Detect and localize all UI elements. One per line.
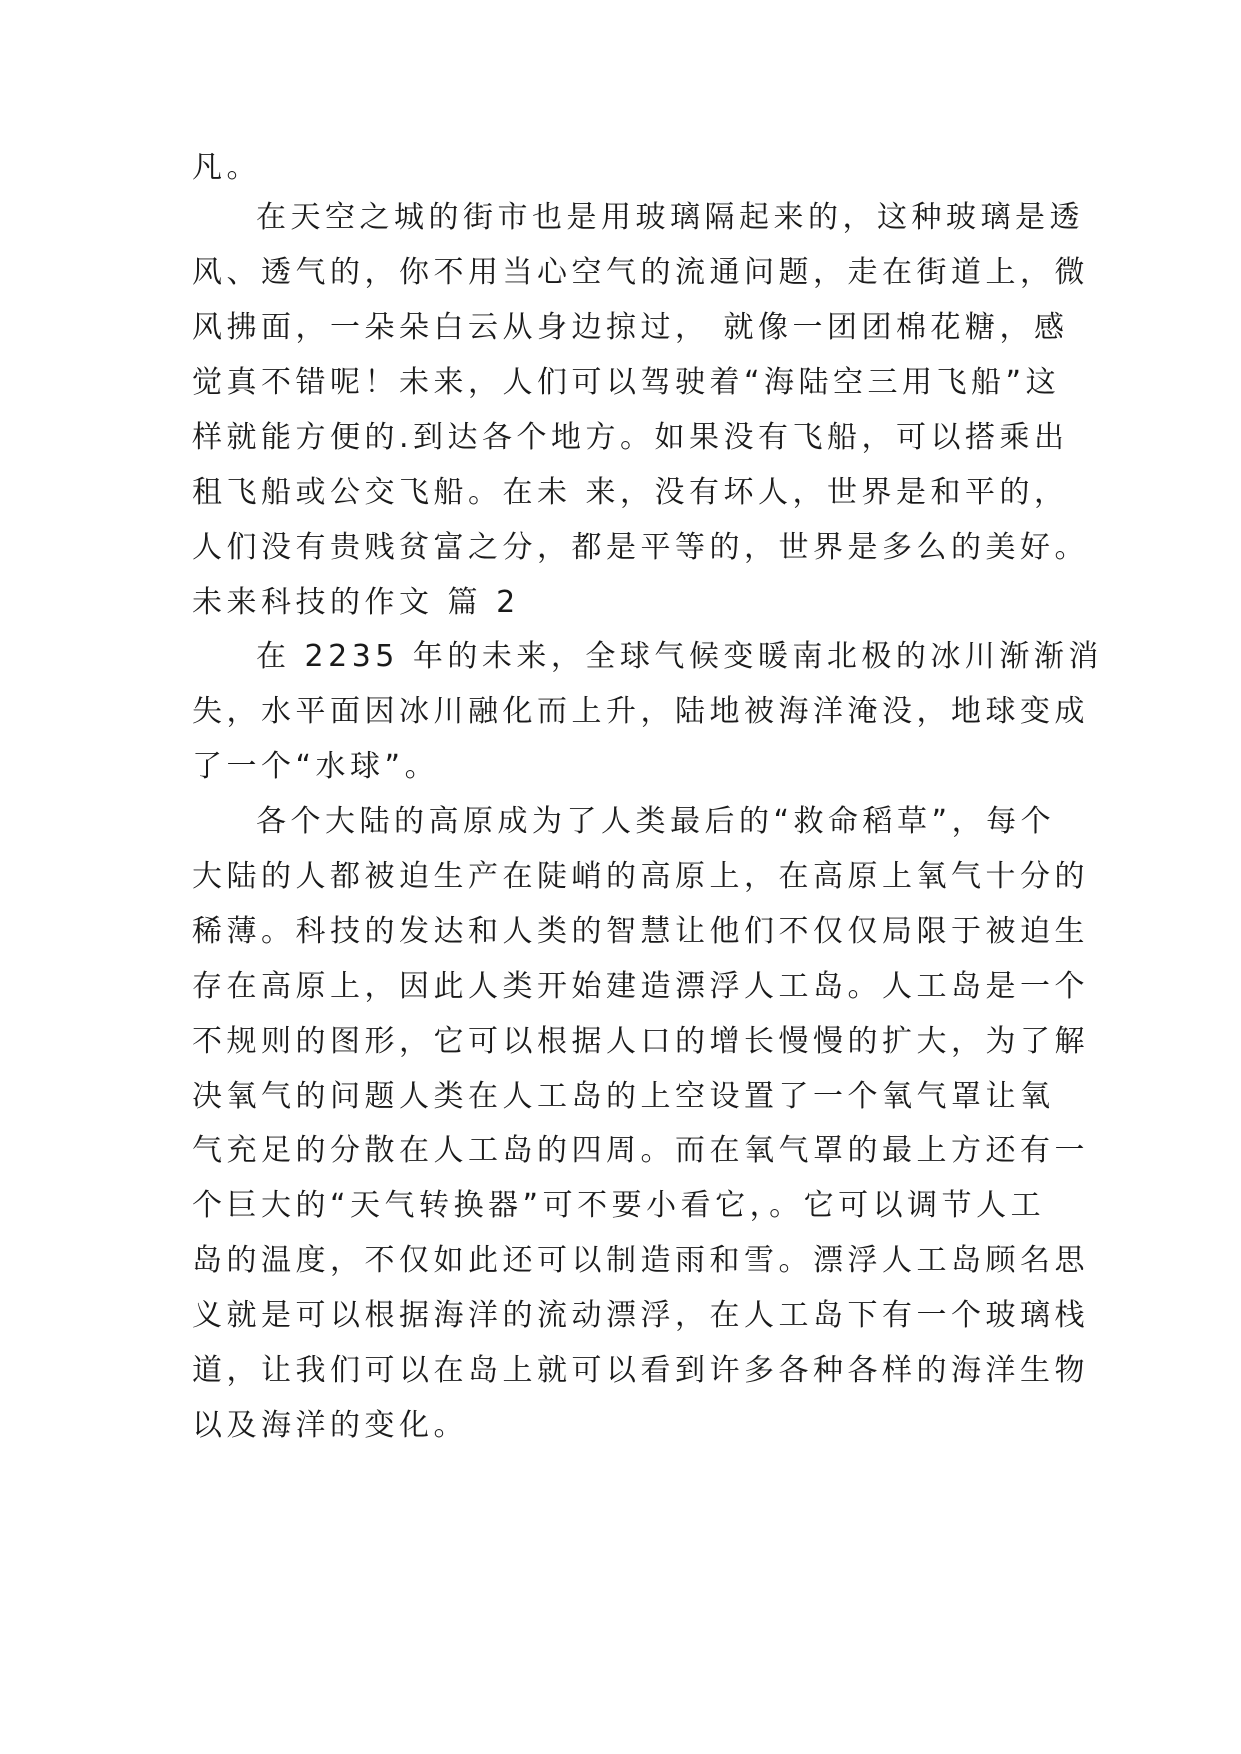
text-line: 人们没有贵贱贫富之分，都是平等的，世界是多么的美好。: [192, 530, 1089, 565]
paragraph-first-line: 在 2235 年的未来，全球气候变暖南北极的冰川渐渐消: [256, 639, 1103, 674]
text-line: 大陆的人都被迫生产在陡峭的高原上，在高原上氧气十分的: [192, 859, 1089, 894]
text-line: 个巨大的“天气转换器”可不要小看它，。它可以调节人工: [192, 1188, 1046, 1223]
text-line: 凡。: [192, 150, 261, 185]
text-line: 不规则的图形，它可以根据人口的增长慢慢的扩大，为了解: [192, 1024, 1089, 1059]
text-line: 以及海洋的变化。: [192, 1408, 468, 1443]
text-line: 租飞船或公交飞船。在未 来，没有坏人，世界是和平的，: [192, 475, 1069, 510]
text-line: 存在高原上，因此人类开始建造漂浮人工岛。人工岛是一个: [192, 969, 1089, 1004]
text-line: 道，让我们可以在岛上就可以看到许多各种各样的海洋生物: [192, 1353, 1089, 1388]
section-heading: 未来科技的作文 篇 2: [192, 585, 520, 620]
text-line: 稀薄。科技的发达和人类的智慧让他们不仅仅局限于被迫生: [192, 914, 1089, 949]
text-line: 风拂面，一朵朵白云从身边掠过， 就像一团团棉花糖，感: [192, 310, 1069, 345]
text-line: 样就能方便的.到达各个地方。如果没有飞船，可以搭乘出: [192, 420, 1069, 455]
paragraph-first-line: 在天空之城的街市也是用玻璃隔起来的，这种玻璃是透: [256, 200, 1084, 235]
text-line: 义就是可以根据海洋的流动漂浮，在人工岛下有一个玻璃栈: [192, 1298, 1089, 1333]
paragraph-first-line: 各个大陆的高原成为了人类最后的“救命稻草”，每个: [256, 804, 1056, 839]
text-line: 觉真不错呢！未来，人们可以驾驶着“海陆空三用飞船”这: [192, 365, 1061, 400]
text-line: 风、透气的，你不用当心空气的流通问题，走在街道上，微: [192, 255, 1089, 290]
text-line: 了一个“水球”。: [192, 749, 440, 784]
text-line: 气充足的分散在人工岛的四周。而在氧气罩的最上方还有一: [192, 1133, 1089, 1168]
text-line: 决氧气的问题人类在人工岛的上空设置了一个氧气罩让氧: [192, 1079, 1055, 1114]
text-line: 失，水平面因冰川融化而上升，陆地被海洋淹没，地球变成: [192, 694, 1089, 729]
text-line: 岛的温度，不仅如此还可以制造雨和雪。漂浮人工岛顾名思: [192, 1243, 1089, 1278]
